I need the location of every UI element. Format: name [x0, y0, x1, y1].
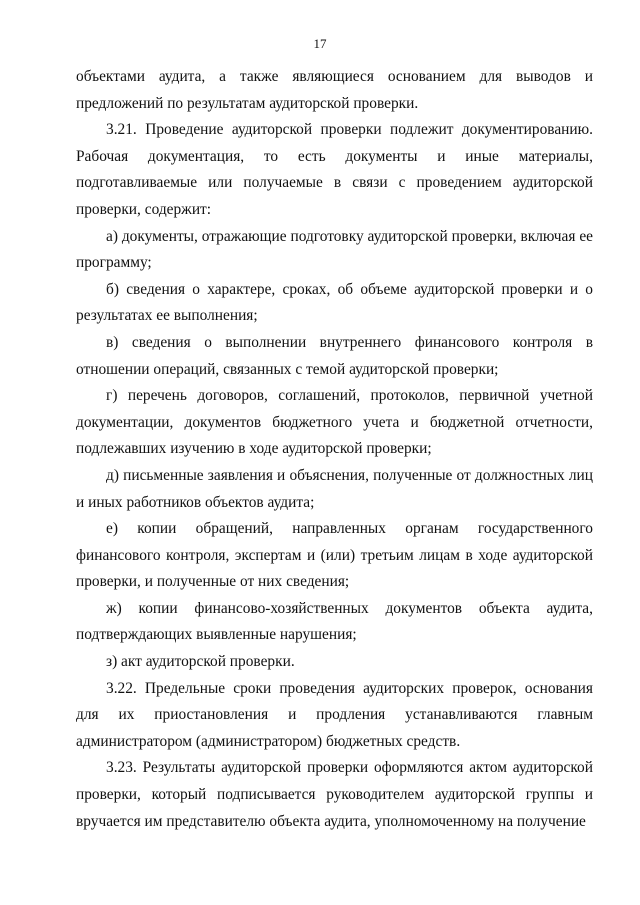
- paragraph-3-23: 3.23. Результаты аудиторской проверки оформляются актом аудиторской проверки, который подписывается руководителем аудиторской группы и вручается им представителю объекта аудита, уполномоченному на получение: [76, 759, 593, 830]
- list-item-g: г) перечень договоров, соглашений, протоколов, первичной учетной документации, документов бюджетного учета и бюджетной отчетности, подлежавших изучению в ходе аудиторской проверки;: [76, 387, 593, 458]
- list-item-d: д) письменные заявления и объяснения, полученные от должностных лиц и иных работников объектов аудита;: [76, 466, 593, 511]
- list-item-zh: ж) копии финансово-хозяйственных документов объекта аудита, подтверждающих выявленные нарушения;: [76, 599, 593, 644]
- paragraph-3-21: 3.21. Проведение аудиторской проверки подлежит документированию. Рабочая документация, то есть документы и иные материалы, подготавливаемые или получаемые в связи с проведением аудиторской проверки, содержит:: [76, 121, 593, 218]
- page-number: 17: [313, 36, 327, 51]
- paragraph-continuation: объектами аудита, а также являющиеся основанием для выводов и предложений по результатам аудиторской проверки.: [76, 68, 593, 112]
- list-item-b: б) сведения о характере, сроках, об объеме аудиторской проверки и о результатах ее выполнения;: [76, 280, 593, 325]
- document-body: [76, 64, 593, 835]
- list-item-v: в) сведения о выполнении внутреннего финансового контроля в отношении операций, связанных с темой аудиторской проверки;: [76, 333, 593, 378]
- list-item-z: з) акт аудиторской проверки.: [106, 653, 295, 671]
- list-item-e: е) копии обращений, направленных органам государственного финансового контроля, экспертам и (или) третьим лицам в ходе аудиторской проверки, и полученные от них сведения;: [76, 520, 593, 591]
- paragraph-3-22: 3.22. Предельные сроки проведения аудиторских проверок, основания для их приостановления и продления устанавливаются главным администратором (администратором) бюджетных средств.: [76, 679, 593, 750]
- list-item-a: а) документы, отражающие подготовку аудиторской проверки, включая ее программу;: [76, 227, 593, 272]
